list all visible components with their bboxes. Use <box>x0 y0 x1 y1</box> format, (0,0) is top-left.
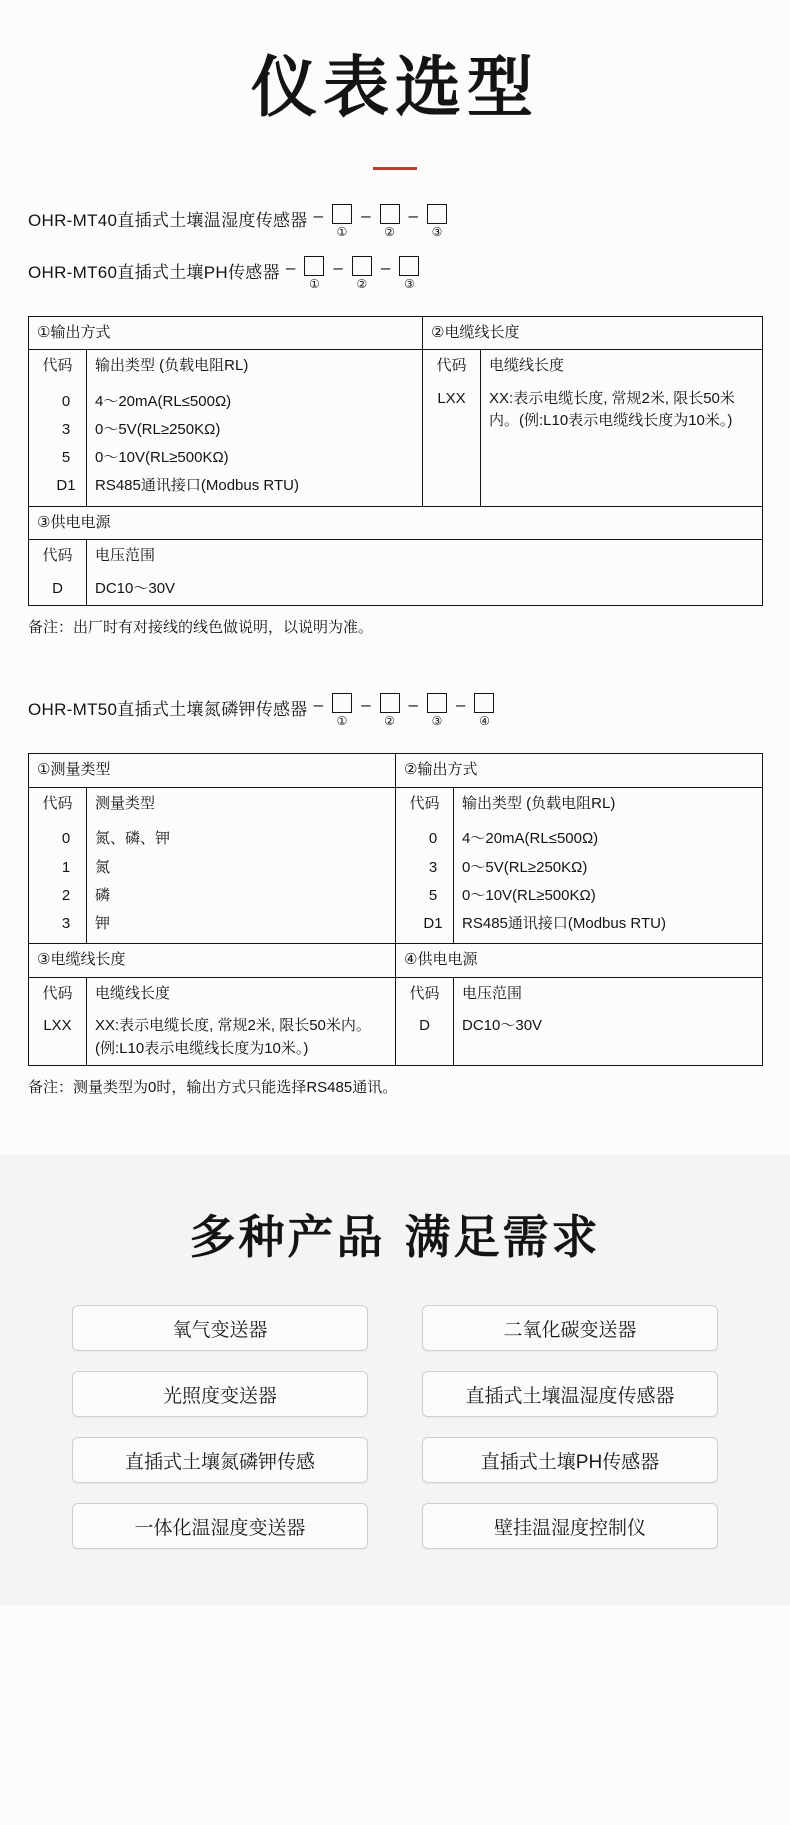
spec-table-2 <box>28 753 763 1066</box>
desc-cell: 氮 <box>95 858 111 876</box>
col-head-code-2: 代码 <box>396 787 454 820</box>
slot-box <box>399 256 419 276</box>
desc-cell: 0～10V(RL≥500KΩ) <box>95 449 229 467</box>
code-cell: 0 <box>61 830 71 848</box>
desc-cell: 0～5V(RL≥250KΩ) <box>95 420 221 438</box>
desc-cell: 钾 <box>95 915 111 933</box>
code-cell: 5 <box>61 449 71 467</box>
col-head-code-3: 代码 <box>29 977 87 1010</box>
slot-box <box>304 256 324 276</box>
product-chip[interactable]: 二氧化碳变送器 <box>422 1305 718 1351</box>
dash-separator: – <box>408 205 418 225</box>
section-head-power: ③供电电源 <box>29 506 763 540</box>
dash-separator: – <box>408 695 418 715</box>
code-cell: LXX <box>29 1010 87 1066</box>
col-head-code-3: 代码 <box>29 540 87 573</box>
section-head-cable: ③电缆线长度 <box>29 944 396 978</box>
title-divider <box>373 167 417 170</box>
table-row-section-head <box>29 506 763 540</box>
model-name: OHR-MT50直插式土壤氮磷钾传感器 <box>28 700 308 720</box>
dash-separator: – <box>456 695 466 715</box>
table-row-body <box>29 573 763 606</box>
spec-table-1 <box>28 316 763 607</box>
col-head-voltage: 电压范围 <box>87 540 763 573</box>
model-slot-2 <box>349 256 375 290</box>
slot-box <box>427 693 447 713</box>
model-code-section-1 <box>0 204 790 308</box>
code-cell: 3 <box>61 420 71 438</box>
slot-index: ① <box>336 714 348 729</box>
product-chip[interactable]: 直插式土壤氮磷钾传感 <box>72 1437 368 1483</box>
slot-index: ② <box>356 276 368 291</box>
col-head-code-2: 代码 <box>423 350 481 383</box>
desc-list-1 <box>87 820 396 944</box>
slot-index: ① <box>309 276 320 291</box>
model-slot-4 <box>471 693 497 727</box>
col-head-code-1: 代码 <box>29 787 87 820</box>
model-slot-1 <box>329 204 355 238</box>
desc-cell: 4～20mA(RL≤500Ω) <box>462 830 599 848</box>
desc-inner-list <box>462 825 754 938</box>
code-cell: 0 <box>428 830 438 848</box>
slot-box <box>380 204 400 224</box>
model-slot-3 <box>424 204 450 238</box>
dash-separator: – <box>361 205 371 225</box>
desc-cell: DC10～30V <box>87 573 763 606</box>
slot-box <box>352 256 372 276</box>
dash-separator: – <box>333 257 343 277</box>
table-row-body <box>29 383 763 507</box>
code-list-2 <box>396 820 454 944</box>
dash-separator: – <box>285 257 296 277</box>
product-chip[interactable]: 壁挂温湿度控制仪 <box>422 1503 718 1549</box>
slot-index: ③ <box>431 714 443 729</box>
model-line-mt40 <box>28 204 762 256</box>
model-code-section-2 <box>0 693 790 745</box>
code-list-1 <box>29 820 87 944</box>
model-name: OHR-MT60直插式土壤PH传感器 <box>28 262 280 282</box>
desc-cell: 磷 <box>95 886 111 904</box>
code-cell: D1 <box>56 477 76 495</box>
slot-index: ② <box>384 224 395 239</box>
section-head-output: ②输出方式 <box>396 754 763 788</box>
slot-box <box>332 693 352 713</box>
table-row-body <box>29 820 763 944</box>
product-chip[interactable]: 光照度变送器 <box>72 1371 368 1417</box>
product-chip[interactable]: 一体化温湿度变送器 <box>72 1503 368 1549</box>
col-head-voltage: 电压范围 <box>454 977 763 1010</box>
model-name: OHR-MT40直插式土壤温湿度传感器 <box>28 210 308 230</box>
slot-index: ① <box>336 224 348 239</box>
slot-index: ④ <box>479 714 490 729</box>
code-cell: 5 <box>428 886 438 904</box>
desc-inner-list <box>95 825 387 938</box>
col-head-code-1: 代码 <box>29 350 87 383</box>
product-chip[interactable]: 直插式土壤PH传感器 <box>422 1437 718 1483</box>
slot-index: ② <box>384 714 395 729</box>
table-row-col-head <box>29 977 763 1010</box>
col-head-type-1: 输出类型 (负载电阻RL) <box>87 350 423 383</box>
model-slot-2 <box>377 204 403 238</box>
model-line-mt50 <box>28 693 762 745</box>
desc-cell: RS485通讯接口(Modbus RTU) <box>95 477 299 495</box>
page-title: 仪表选型 <box>251 49 539 126</box>
code-cell: 3 <box>61 915 71 933</box>
note-1: 备注：出厂时有对接线的线色做说明，以说明为准。 <box>28 619 374 637</box>
model-line-mt60 <box>28 256 762 308</box>
code-list-2 <box>423 383 481 507</box>
code-cell: D1 <box>423 915 443 933</box>
dash-separator: – <box>313 695 324 715</box>
code-cell: 2 <box>61 886 71 904</box>
col-head-cable: 电缆线长度 <box>87 977 396 1010</box>
slot-box <box>332 204 352 224</box>
dash-separator: – <box>313 205 324 225</box>
table-row-col-head <box>29 787 763 820</box>
spacer <box>0 637 790 693</box>
col-head-measure: 测量类型 <box>87 787 396 820</box>
code-cell: 3 <box>428 858 438 876</box>
model-slot-2 <box>377 693 403 727</box>
desc-cell: RS485通讯接口(Modbus RTU) <box>462 915 666 933</box>
slot-box <box>474 693 494 713</box>
model-slot-1 <box>329 693 355 727</box>
code-cell: 0 <box>61 392 71 410</box>
code-cell: 1 <box>61 858 71 876</box>
note-2: 备注：测量类型为0时，输出方式只能选择RS485通讯。 <box>28 1079 398 1097</box>
table-row-section-head <box>29 316 763 350</box>
table-row-col-head <box>29 350 763 383</box>
table-row-section-head <box>29 754 763 788</box>
slot-index: ③ <box>431 224 443 239</box>
code-cell: D <box>396 1010 454 1066</box>
dash-separator: – <box>380 257 391 277</box>
table-row-col-head <box>29 540 763 573</box>
desc-list-2 <box>481 383 763 507</box>
model-slot-1 <box>301 256 327 290</box>
desc-cell: 0～10V(RL≥500KΩ) <box>462 886 596 904</box>
desc-cell: DC10～30V <box>454 1010 763 1066</box>
code-list-1 <box>29 383 87 507</box>
slot-index: ③ <box>403 276 415 291</box>
col-head-type: 输出类型 (负载电阻RL) <box>454 787 763 820</box>
products-title: 多种产品 满足需求 <box>189 1210 601 1265</box>
slot-box <box>427 204 447 224</box>
section-head-cable: ②电缆线长度 <box>423 316 763 350</box>
desc-list-1 <box>87 383 423 507</box>
code-cell: LXX <box>437 389 466 407</box>
model-slot-3 <box>424 693 450 727</box>
products-grid <box>0 1305 790 1549</box>
desc-cell: XX:表示电缆长度, 常规2米, 限长50米内。(例:L10表示电缆线长度为10米。) <box>87 1010 396 1066</box>
col-head-cable: 电缆线长度 <box>481 350 763 383</box>
products-section <box>0 1155 790 1605</box>
product-chip[interactable]: 氧气变送器 <box>72 1305 368 1351</box>
code-cell: D <box>29 573 87 606</box>
desc-cell: 4～20mA(RL≤500Ω) <box>95 392 232 410</box>
desc-inner-list <box>95 388 414 501</box>
desc-list-2 <box>454 820 763 944</box>
desc-cell: XX:表示电缆长度, 常规2米, 限长50米内。(例:L10表示电缆线长度为10米。) <box>489 389 735 430</box>
dash-separator: – <box>361 695 371 715</box>
model-slot-3 <box>396 256 422 290</box>
section-head-output: ①输出方式 <box>29 316 423 350</box>
section-head-measure: ①测量类型 <box>29 754 396 788</box>
title-block <box>0 0 790 170</box>
desc-cell: 0～5V(RL≥250KΩ) <box>462 858 588 876</box>
table-row-body <box>29 1010 763 1066</box>
desc-cell: 氮、磷、钾 <box>95 830 171 848</box>
table-row-section-head <box>29 944 763 978</box>
product-chip[interactable]: 直插式土壤温湿度传感器 <box>422 1371 718 1417</box>
slot-box <box>380 693 400 713</box>
section-head-power: ④供电电源 <box>396 944 763 978</box>
col-head-code-4: 代码 <box>396 977 454 1010</box>
